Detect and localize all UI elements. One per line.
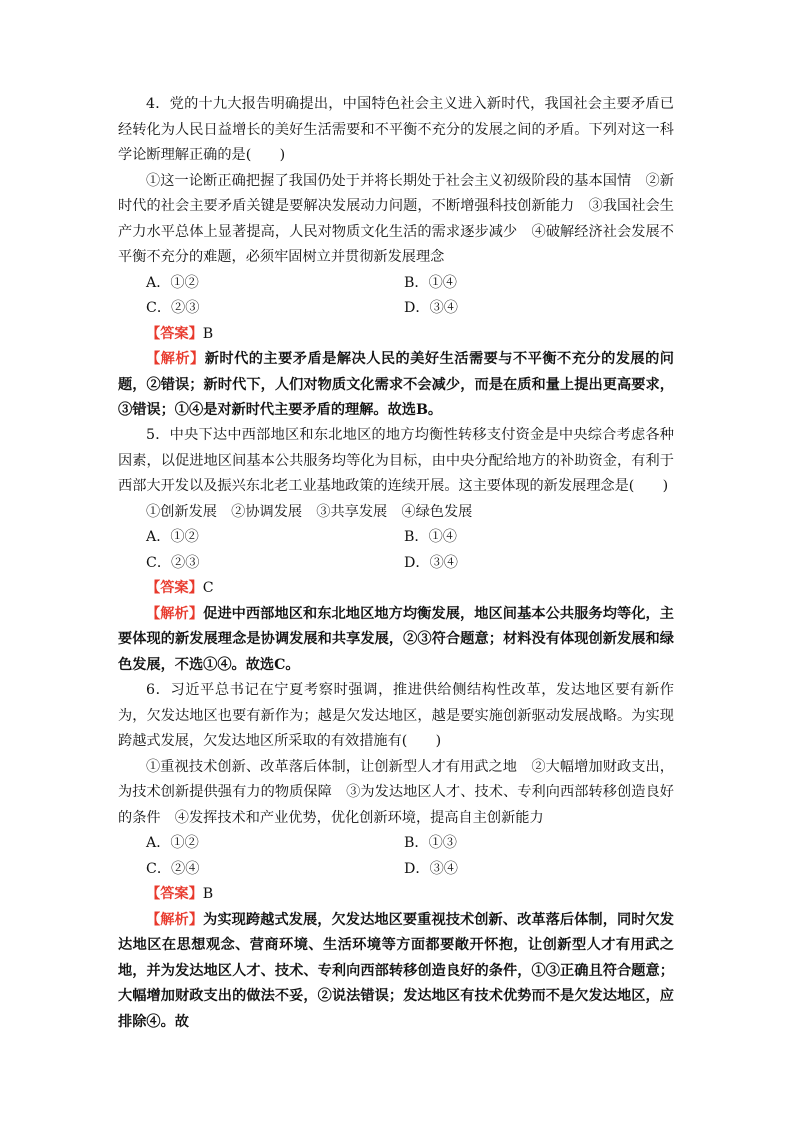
explain-tag: 【解析】 bbox=[146, 911, 204, 928]
question-items: ①重视技术创新、改革落后体制，让创新型人才有用武之地 ②大幅增加财政支出，为技术创新提供强有力的物质保障 ③为发达地区人才、技术、专利向西部转移创造良好的条件 ④发挥技术和产业优势，优化创新环境，提高自主创新能力 bbox=[118, 758, 674, 826]
option-a: A．①② bbox=[146, 274, 199, 291]
question-items: ①这一论断正确把握了我国仍处于并将长期处于社会主义初级阶段的基本国情 ②新时代的社会主要矛盾关键是要解决发展动力问题，不断增强科技创新能力 ③我国社会生产力水平总体上显著提高，人民对物质文化生活的需求逐步减少 ④破解经济社会发展不平衡不充分的难题，必须牢固树立并贯彻新发展理念 bbox=[118, 172, 674, 265]
answer-tag: 【答案】 bbox=[146, 325, 203, 342]
explain-tag: 【解析】 bbox=[146, 605, 204, 622]
options-row bbox=[118, 551, 674, 577]
explain-text: 新时代的主要矛盾是解决人民的美好生活需要与不平衡不充分的发展的问题，②错误；新时代下，人们对物质文化需求不会减少，而是在质和量上提出更高要求，③错误；①④是对新时代主要矛盾的理解。故选B。 bbox=[118, 351, 674, 418]
options-row bbox=[118, 271, 674, 297]
options-row bbox=[118, 525, 674, 551]
option-b: B．①④ bbox=[404, 274, 457, 291]
question-items: ①创新发展 ②协调发展 ③共享发展 ④绿色发展 bbox=[146, 503, 473, 520]
explain-tag: 【解析】 bbox=[146, 351, 205, 367]
answer-line bbox=[118, 882, 674, 908]
option-b: B．①③ bbox=[404, 835, 457, 851]
answer-tag: 【答案】 bbox=[146, 886, 203, 902]
answer-value: B bbox=[202, 325, 214, 342]
option-a: A．①② bbox=[146, 835, 199, 851]
question-block-6 bbox=[118, 678, 674, 1035]
answer-value: B bbox=[202, 886, 214, 902]
explain-text: 促进中西部地区和东北地区地方均衡发展，地区间基本公共服务均等化，主要体现的新发展理念是协调发展和共享发展，②③符合题意；材料没有体现创新发展和绿色发展，不选①④。故选C。 bbox=[118, 605, 674, 673]
options-row bbox=[118, 857, 674, 883]
explanation bbox=[118, 602, 674, 679]
question-stem: 4．党的十九大报告明确提出，中国特色社会主义进入新时代，我国社会主要矛盾已经转化为人民日益增长的美好生活需要和不平衡不充分的发展之间的矛盾。下列对这一科学论断理解正确的是( ) bbox=[118, 96, 674, 163]
answer-tag: 【答案】 bbox=[146, 580, 203, 596]
question-stem: 5．中央下达中西部地区和东北地区的地方均衡性转移支付资金是中央综合考虑各种因素，以促进地区间基本公共服务均等化为目标，由中央分配给地方的补助资金，有利于西部大开发以及振兴东北老工业基地政策的连续开展。这主要体现的新发展理念是( ) bbox=[118, 427, 674, 494]
option-c: C．②③ bbox=[146, 300, 200, 316]
question-block-4 bbox=[118, 92, 674, 424]
explain-text: 为实现跨越式发展，欠发达地区要重视技术创新、改革落后体制，同时欠发达地区在思想观念、营商环境、生活环境等方面都要敞开怀抱，让创新型人才有用武之地，并为发达地区人才、技术、专利向西部转移创造良好的条件，①③正确且符合题意；大幅增加财政支出的做法不妥，②说法错误；发达地区有技术优势而不是欠发达地区，应排除④。故 bbox=[118, 911, 674, 1030]
options-row bbox=[118, 831, 674, 857]
answer-value: C bbox=[202, 580, 214, 596]
options-row bbox=[118, 296, 674, 322]
option-c: C．②③ bbox=[146, 554, 200, 571]
option-b: B．①④ bbox=[404, 529, 457, 545]
option-c: C．②④ bbox=[146, 860, 200, 877]
answer-line bbox=[118, 576, 674, 602]
option-d: D．③④ bbox=[404, 554, 458, 571]
explanation bbox=[118, 908, 674, 1036]
answer-line bbox=[118, 322, 674, 348]
option-d: D．③④ bbox=[404, 300, 458, 316]
question-block-5 bbox=[118, 423, 674, 678]
question-stem: 6．习近平总书记在宁夏考察时强调，推进供给侧结构性改革，发达地区要有新作为，欠发达地区也要有新作为；越是欠发达地区，越是要实施创新驱动发展战略。为实现跨越式发展，欠发达地区所采取的有效措施有( ) bbox=[118, 682, 674, 749]
option-d: D．③④ bbox=[404, 860, 458, 877]
explanation bbox=[118, 347, 674, 424]
option-a: A．①② bbox=[146, 529, 199, 545]
